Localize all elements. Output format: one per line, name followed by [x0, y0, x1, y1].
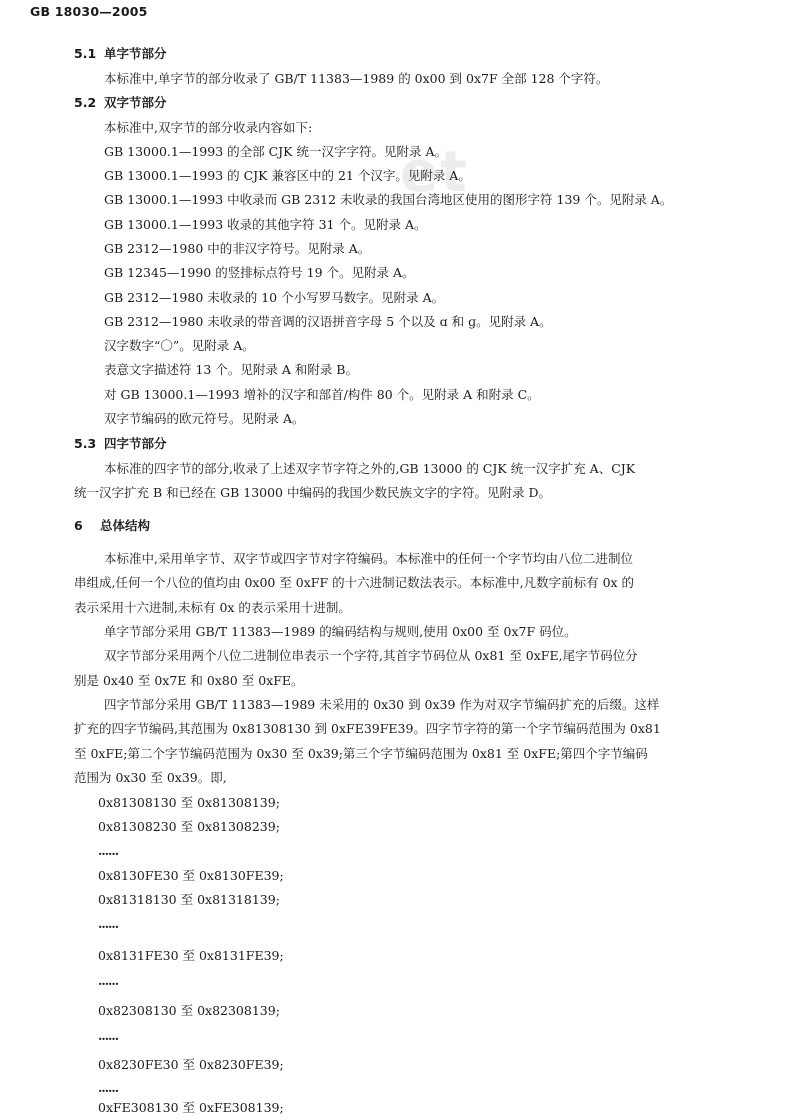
ellipsis: ......	[98, 973, 119, 988]
code-range: 0x81318130 至 0x81318139;	[98, 892, 280, 907]
code-range: 0x81308130 至 0x81308139;	[98, 795, 280, 810]
section-6-heading	[74, 518, 150, 534]
section-number: 5.3	[74, 436, 97, 451]
list-item: 双字节编码的欧元符号。见附录 A。	[104, 411, 305, 426]
paragraph-line: 扩充的四字节编码,其范围为 0x81308130 到 0xFE39FE39。四字节字符的第一个字节编码范围为 0x81	[74, 721, 661, 736]
section-5-3-heading	[74, 436, 167, 452]
ellipsis: ......	[98, 916, 119, 931]
list-item: 汉字数字“〇”。见附录 A。	[104, 338, 255, 353]
code-range: 0x8131FE30 至 0x8131FE39;	[98, 948, 284, 963]
section-title: 总体结构	[100, 518, 151, 533]
paragraph-line: 至 0xFE;第二个字节编码范围为 0x30 至 0x39;第三个字节编码范围为 0x81 至 0xFE;第四个字节编码	[74, 746, 648, 761]
section-5-2-intro: 本标准中,双字节的部分收录内容如下:	[104, 120, 313, 135]
list-item: GB 13000.1—1993 中收录而 GB 2312 未收录的我国台湾地区使用的图形字符 139 个。见附录 A。	[104, 192, 673, 207]
ellipsis: ......	[98, 843, 119, 858]
code-range: 0xFE308130 至 0xFE308139;	[98, 1100, 284, 1115]
ellipsis: ......	[98, 1080, 119, 1095]
ellipsis: ......	[98, 1028, 119, 1043]
section-5-3-body-line: 本标准的四字节的部分,收录了上述双字节字符之外的,GB 13000 的 CJK 统一汉字扩充 A、CJK	[104, 461, 636, 476]
code-range: 0x81308230 至 0x81308239;	[98, 819, 280, 834]
paragraph-line: 别是 0x40 至 0x7E 和 0x80 至 0xFE。	[74, 673, 304, 688]
paragraph-line: 双字节部分采用两个八位二进制位串表示一个字符,其首字节码位从 0x81 至 0xFE,尾字节码位分	[104, 648, 638, 663]
section-5-1-body: 本标准中,单字节的部分收录了 GB/T 11383—1989 的 0x00 到 0x7F 全部 128 个字符。	[104, 71, 609, 86]
list-item: GB 13000.1—1993 收录的其他字符 31 个。见附录 A。	[104, 217, 427, 232]
code-range: 0x82308130 至 0x82308139;	[98, 1003, 280, 1018]
code-range: 0x8230FE30 至 0x8230FE39;	[98, 1057, 284, 1072]
paragraph-line: 范围为 0x30 至 0x39。即,	[74, 770, 227, 785]
paragraph-line: 串组成,任何一个八位的值均由 0x00 至 0xFF 的十六进制记数法表示。本标准中,凡数字前标有 0x 的	[74, 575, 635, 590]
section-5-1-heading	[74, 46, 167, 62]
paragraph-line: 本标准中,采用单字节、双字节或四字节对字符编码。本标准中的任何一个字节均由八位二进制位	[104, 551, 633, 566]
paragraph-line: 单字节部分采用 GB/T 11383—1989 的编码结构与规则,使用 0x00 至 0x7F 码位。	[104, 624, 577, 639]
list-item: GB 13000.1—1993 的 CJK 兼容区中的 21 个汉字。见附录 A。	[104, 168, 471, 183]
standard-header: GB 18030—2005	[30, 4, 148, 19]
section-title: 双字节部分	[104, 95, 167, 110]
section-title: 单字节部分	[104, 46, 167, 61]
section-number: 5.1	[74, 46, 97, 61]
paragraph-line: 表示采用十六进制,未标有 0x 的表示采用十进制。	[74, 600, 351, 615]
list-item: GB 2312—1980 未收录的 10 个小写罗马数字。见附录 A。	[104, 290, 445, 305]
section-5-3-body-line: 统一汉字扩充 B 和已经在 GB 13000 中编码的我国少数民族文字的字符。见附录 D。	[74, 485, 551, 500]
watermark: et	[400, 140, 469, 205]
code-range: 0x8130FE30 至 0x8130FE39;	[98, 868, 284, 883]
list-item: GB 13000.1—1993 的全部 CJK 统一汉字字符。见附录 A。	[104, 144, 447, 159]
list-item: GB 12345—1990 的竖排标点符号 19 个。见附录 A。	[104, 265, 415, 280]
section-title: 四字节部分	[104, 436, 167, 451]
paragraph-line: 四字节部分采用 GB/T 11383—1989 未采用的 0x30 到 0x39 作为对双字节编码扩充的后缀。这样	[104, 697, 660, 712]
section-number: 6	[74, 518, 83, 533]
section-number: 5.2	[74, 95, 97, 110]
list-item: GB 2312—1980 中的非汉字符号。见附录 A。	[104, 241, 371, 256]
list-item: 表意文字描述符 13 个。见附录 A 和附录 B。	[104, 362, 358, 377]
list-item: GB 2312—1980 未收录的带音调的汉语拼音字母 5 个以及 ɑ 和 ɡ。见附录 A。	[104, 314, 552, 329]
section-5-2-heading	[74, 95, 167, 111]
list-item: 对 GB 13000.1—1993 增补的汉字和部首/构件 80 个。见附录 A 和附录 C。	[104, 387, 540, 402]
